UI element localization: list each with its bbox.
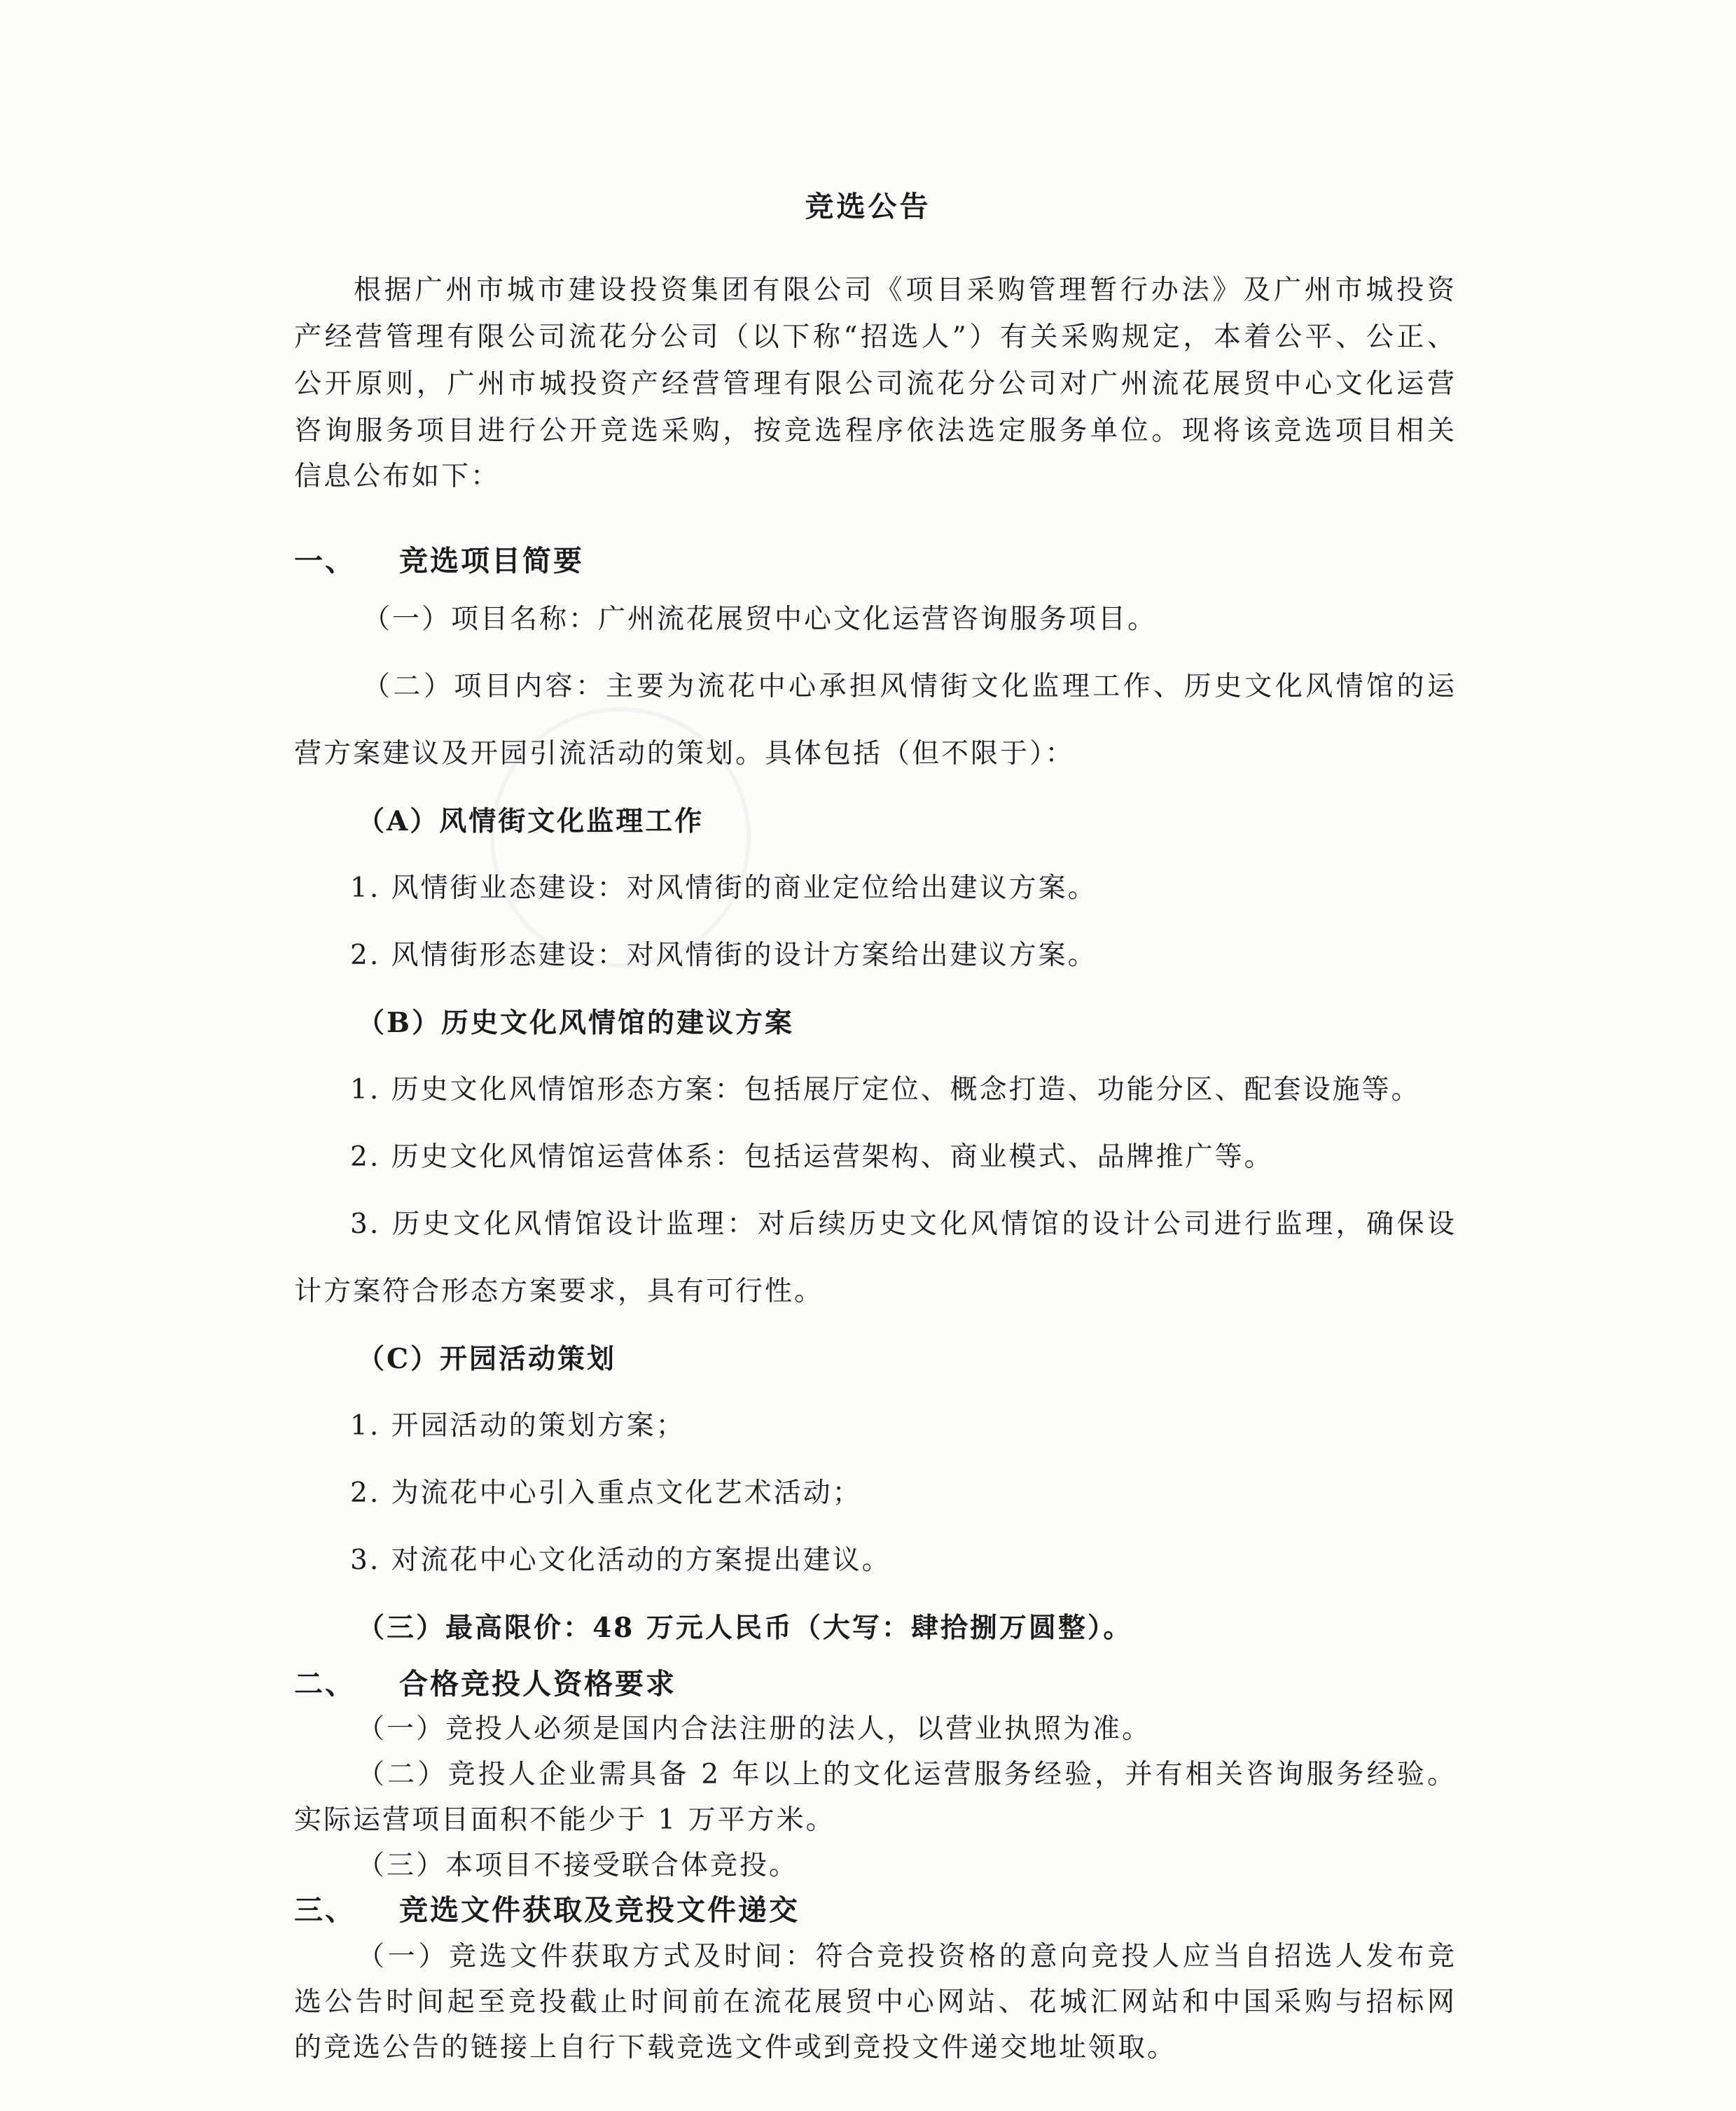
section-3-item-1-line-3: 的竞选公告的链接上自行下载竞选文件或到竞投文件递交地址领取。 <box>294 2032 1177 2063</box>
section-2-title: 合格竞投人资格要求 <box>399 1667 676 1701</box>
section-1-item-2-line-1: （二）项目内容：主要为流花中心承担风情街文化监理工作、历史文化风情馆的运 <box>363 671 1457 702</box>
section-2-item-3: （三）本项目不接受联合体竞投。 <box>357 1850 799 1881</box>
sub-a-item-2: 2. 风情街形态建设：对风情街的设计方案给出建议方案。 <box>350 940 1097 971</box>
section-3-title: 竞选文件获取及竞投文件递交 <box>399 1893 800 1927</box>
intro-line-2: 产经营管理有限公司流花分公司（以下称“招选人”）有关采购规定，本着公平、公正、 <box>294 321 1457 353</box>
section-1-heading <box>294 543 1457 578</box>
section-2-item-2-line-2: 实际运营项目面积不能少于 1 万平方米。 <box>294 1804 835 1836</box>
section-3-item-1-line-2: 选公告时间起至竞投截止时间前在流花展贸中心网站、花城汇网站和中国采购与招标网 <box>294 1986 1457 2018</box>
sub-c-item-1: 1. 开园活动的策划方案； <box>350 1410 686 1442</box>
section-1-number: 一、 <box>294 544 356 578</box>
intro-line-3: 公开原则，广州市城投资产经营管理有限公司流花分公司对广州流花展贸中心文化运营 <box>294 368 1457 400</box>
section-3-heading <box>294 1893 1457 1928</box>
intro-line-5: 信息公布如下： <box>294 461 501 492</box>
document-title: 竞选公告 <box>805 190 931 223</box>
sub-a-item-1: 1. 风情街业态建设：对风情街的商业定位给出建议方案。 <box>350 872 1097 904</box>
section-3-number: 三、 <box>294 1893 356 1927</box>
sub-b-item-1: 1. 历史文化风情馆形态方案：包括展厅定位、概念打造、功能分区、配套设施等。 <box>350 1074 1421 1106</box>
section-3-item-1-line-1: （一）竞选文件获取方式及时间：符合竞投资格的意向竞投人应当自招选人发布竞 <box>357 1941 1457 1972</box>
section-1-item-3: （三）最高限价：48 万元人民币（大写：肆拾捌万圆整）。 <box>357 1612 1133 1644</box>
sub-b-item-2: 2. 历史文化风情馆运营体系：包括运营架构、商业模式、品牌推广等。 <box>350 1141 1274 1173</box>
sub-c-item-3: 3. 对流花中心文化活动的方案提出建议。 <box>350 1545 891 1576</box>
section-1-item-2-line-2: 营方案建议及开园引流活动的策划。具体包括（但不限于）： <box>294 738 1075 769</box>
section-2-item-2-line-1: （二）竞投人企业需具备 2 年以上的文化运营服务经验，并有相关咨询服务经验。 <box>357 1759 1457 1790</box>
section-2-item-1: （一）竞投人必须是国内合法注册的法人，以营业执照为准。 <box>357 1713 1152 1745</box>
sub-b-title: （B）历史文化风情馆的建议方案 <box>357 1007 794 1039</box>
section-1-item-1: （一）项目名称：广州流花展贸中心文化运营咨询服务项目。 <box>363 604 1158 635</box>
sub-c-title: （C）开园活动策划 <box>357 1343 617 1375</box>
section-2-number: 二、 <box>294 1667 356 1701</box>
sub-b-item-3-cont: 计方案符合形态方案要求，具有可行性。 <box>294 1276 824 1307</box>
section-2-heading <box>294 1666 1457 1701</box>
sub-c-item-2: 2. 为流花中心引入重点文化艺术活动； <box>350 1477 862 1509</box>
sub-b-item-3: 3. 历史文化风情馆设计监理：对后续历史文化风情馆的设计公司进行监理，确保设 <box>350 1208 1457 1240</box>
intro-line-4: 咨询服务项目进行公开竞选采购，按竞选程序依法选定服务单位。现将该竞选项目相关 <box>294 415 1457 447</box>
intro-line-1: 根据广州市城市建设投资集团有限公司《项目采购管理暂行办法》及广州市城投资 <box>354 274 1457 306</box>
section-1-title: 竞选项目简要 <box>399 544 584 578</box>
sub-a-title: （A）风情街文化监理工作 <box>357 805 704 837</box>
